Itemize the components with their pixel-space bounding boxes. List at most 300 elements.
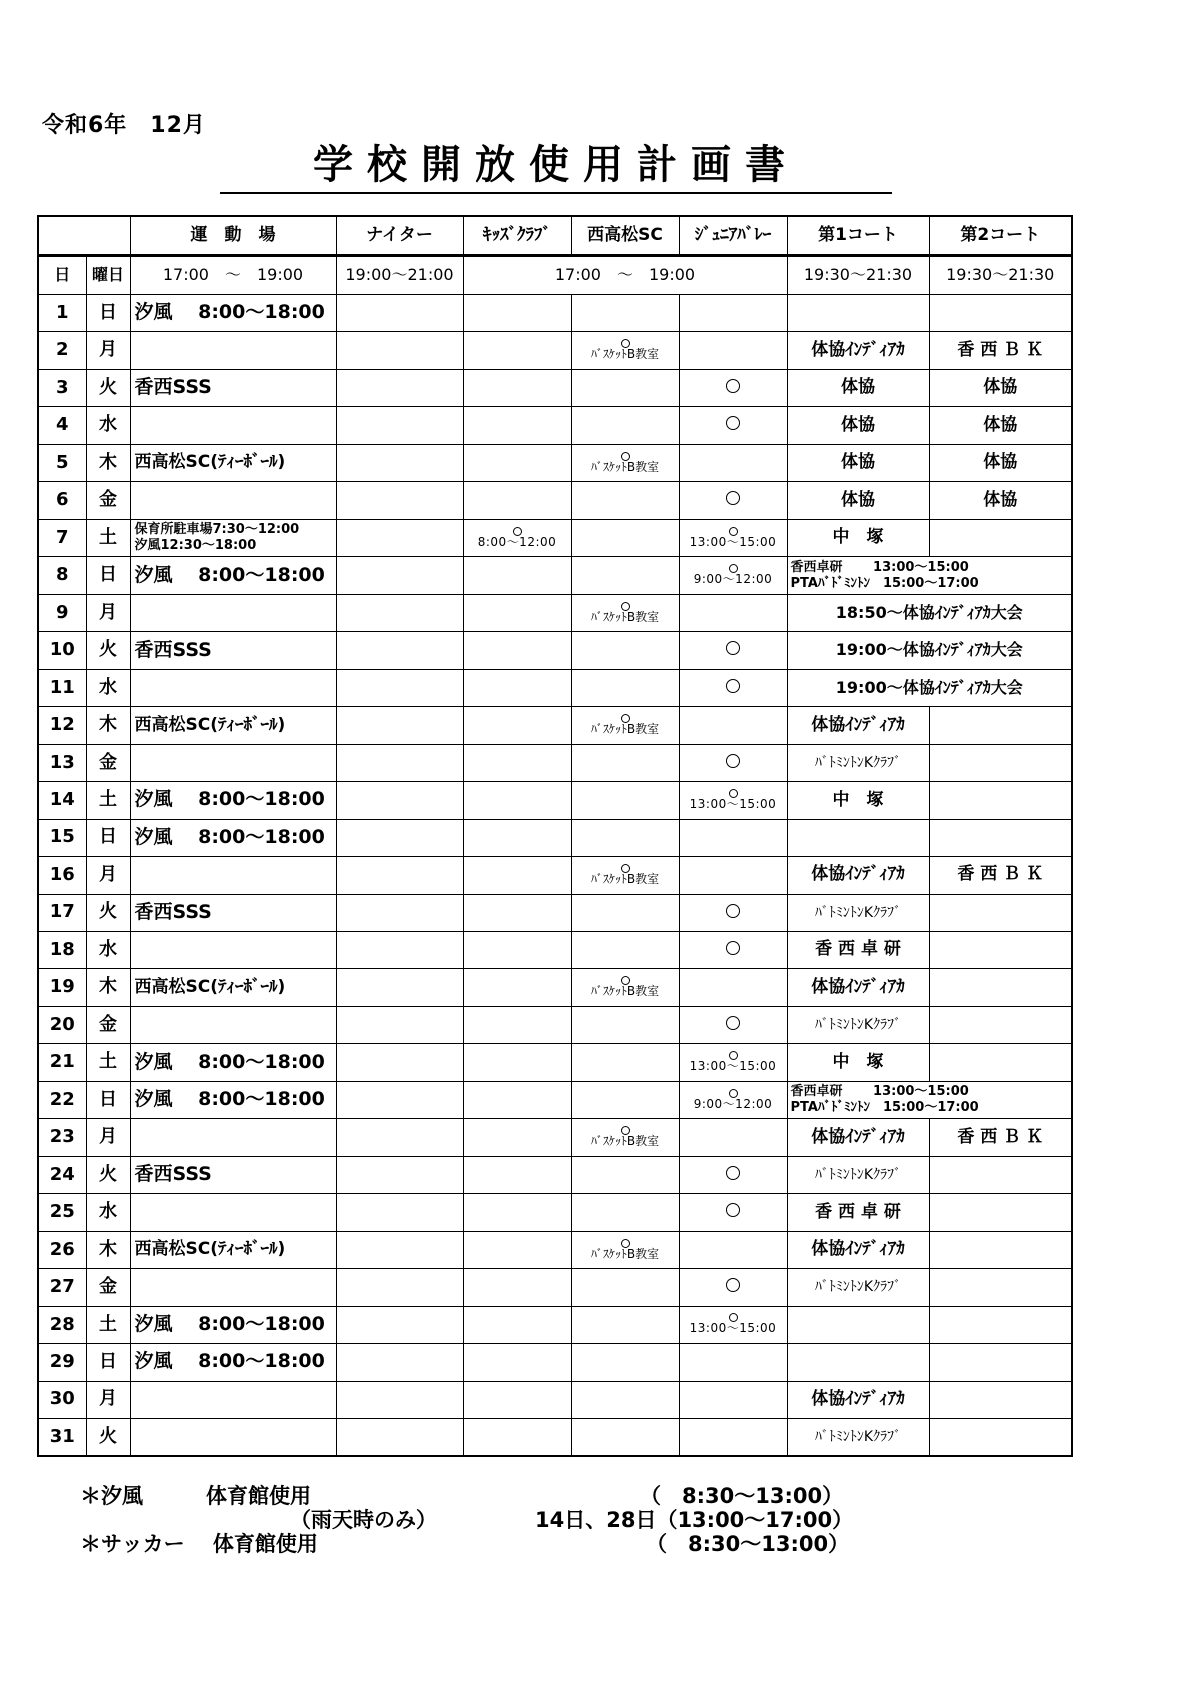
field-cell: [130, 632, 336, 669]
court1-entry: ﾊﾞﾄﾐﾝﾄﾝKｸﾗﾌﾞ: [814, 1017, 902, 1034]
day-cell: [38, 1156, 86, 1193]
sc-cell: [571, 894, 679, 931]
table-row: [38, 1419, 1072, 1456]
field-cell: [130, 1419, 336, 1456]
day-number: 22: [49, 1088, 75, 1110]
court1-cell: [787, 1194, 929, 1231]
night-cell: [336, 1156, 463, 1193]
weekday-cell: [86, 707, 130, 744]
night-cell: [336, 894, 463, 931]
weekday: 土: [99, 526, 117, 548]
sc-cell: [571, 369, 679, 406]
field-cell: [130, 669, 336, 706]
day-cell: [38, 332, 86, 369]
time-night: 19:00～21:00: [336, 256, 463, 295]
sc-cell: [571, 444, 679, 481]
weekday: 月: [99, 339, 117, 361]
day-number: 21: [49, 1051, 75, 1073]
field-cell: [130, 444, 336, 481]
field-cell: [130, 332, 336, 369]
kids-cell: [463, 1381, 571, 1418]
day-cell: [38, 1044, 86, 1081]
court2-cell: [929, 931, 1072, 968]
court2-cell: [929, 1044, 1072, 1081]
court1-cell: [787, 407, 929, 444]
weekday: 木: [99, 976, 117, 998]
night-cell: [336, 1419, 463, 1456]
sc-cell: [571, 407, 679, 444]
sc-cell: [571, 557, 679, 594]
night-cell: [336, 1381, 463, 1418]
junior-time: 9:00～12:00: [693, 1096, 773, 1111]
col-header-field: 運 動 場: [130, 216, 336, 256]
field-cell: [130, 557, 336, 594]
weekday: 金: [99, 489, 117, 511]
weekday: 月: [99, 863, 117, 885]
day-number: 20: [49, 1013, 75, 1035]
night-cell: [336, 707, 463, 744]
court-span-cell: [787, 669, 1072, 706]
field-cell: [130, 894, 336, 931]
circle-mark: [726, 641, 740, 655]
day-number: 6: [55, 489, 69, 511]
sc-cell: [571, 295, 679, 332]
court1-entry: 体協: [841, 452, 875, 473]
court2-cell: [929, 1344, 1072, 1381]
junior-cell: [679, 1344, 787, 1381]
day-number: 7: [55, 526, 69, 548]
court1-cell: [787, 1344, 929, 1381]
court2-cell: [929, 519, 1072, 556]
day-cell: [38, 1231, 86, 1268]
night-cell: [336, 1081, 463, 1118]
court1-entry: 中 塚: [832, 1051, 884, 1072]
basket-entry: [572, 602, 679, 625]
junior-cell: [679, 1231, 787, 1268]
period-label: 令和6年 12月: [42, 113, 206, 138]
junior-cell: [679, 782, 787, 819]
time-court2: 19:30～21:30: [929, 256, 1072, 295]
note-rain-time: 14日、28日（13:00～17:00）: [535, 1508, 854, 1532]
field-entry: 西高松SC(ﾃｨｰﾎﾞｰﾙ): [134, 976, 286, 997]
day-cell: [38, 1194, 86, 1231]
kids-cell: [463, 1231, 571, 1268]
day-number: 12: [49, 714, 75, 736]
table-row: [38, 557, 1072, 594]
court1-cell: [787, 1306, 929, 1343]
table-row: [38, 1156, 1072, 1193]
day-cell: [38, 444, 86, 481]
kids-time: 8:00～12:00: [477, 534, 557, 549]
field-entry: 汐風 8:00～18:00: [134, 788, 325, 811]
field-cell: [130, 1194, 336, 1231]
sc-cell: [571, 332, 679, 369]
day-cell: [38, 931, 86, 968]
night-cell: [336, 744, 463, 781]
weekday: 火: [99, 1425, 117, 1447]
field-entry: 香西SSS: [134, 638, 212, 661]
circle-mark: [726, 1203, 740, 1217]
field-cell: [130, 819, 336, 856]
day-label: 日: [38, 256, 86, 295]
kids-cell: [463, 1306, 571, 1343]
kids-cell: [463, 819, 571, 856]
weekday-cell: [86, 931, 130, 968]
day-number: 24: [49, 1163, 75, 1185]
sc-cell: [571, 1156, 679, 1193]
basket-entry: [572, 714, 679, 737]
junior-entry: [680, 527, 787, 550]
night-cell: [336, 819, 463, 856]
court1-cell: [787, 332, 929, 369]
field-cell: [130, 1119, 336, 1156]
circle-mark: [726, 904, 740, 918]
day-number: 2: [55, 339, 69, 361]
day-cell: [38, 894, 86, 931]
table-row: [38, 931, 1072, 968]
day-number: 13: [49, 751, 75, 773]
junior-cell: [679, 1044, 787, 1081]
day-cell: [38, 857, 86, 894]
kids-cell: [463, 931, 571, 968]
table-row: [38, 894, 1072, 931]
basket-entry: [572, 1126, 679, 1149]
schedule-rows: [38, 295, 1072, 1457]
court2-cell: [929, 1006, 1072, 1043]
basket-label: ﾊﾞｽｹｯﾄB教室: [590, 347, 660, 362]
note-soccer-time: （ 8:30～13:00）: [646, 1532, 850, 1556]
day-cell: [38, 669, 86, 706]
weekday: 日: [99, 564, 117, 586]
day-number: 26: [49, 1238, 75, 1260]
junior-time: 13:00～15:00: [689, 534, 777, 549]
table-row: [38, 1306, 1072, 1343]
court1-cell: [787, 707, 929, 744]
night-cell: [336, 632, 463, 669]
day-number: 25: [49, 1201, 75, 1223]
court1-entry: ﾊﾞﾄﾐﾝﾄﾝKｸﾗﾌﾞ: [814, 1166, 902, 1183]
sc-cell: [571, 632, 679, 669]
table-row: [38, 707, 1072, 744]
field-entry: 汐風 8:00～18:00: [134, 1312, 325, 1335]
junior-time: 13:00～15:00: [689, 1321, 777, 1336]
day-number: 29: [49, 1351, 75, 1373]
court2-cell: [929, 332, 1072, 369]
field-cell: [130, 482, 336, 519]
court1-cell: [787, 1419, 929, 1456]
sc-cell: [571, 519, 679, 556]
junior-cell: [679, 931, 787, 968]
court2-cell: [929, 857, 1072, 894]
court1-entry: 体協: [841, 489, 875, 510]
weekday-cell: [86, 1044, 130, 1081]
junior-cell: [679, 407, 787, 444]
table-row: [38, 669, 1072, 706]
junior-cell: [679, 1119, 787, 1156]
court1-cell: [787, 744, 929, 781]
sc-cell: [571, 669, 679, 706]
field-entry: 汐風 8:00～18:00: [134, 1088, 325, 1111]
court2-cell: [929, 1306, 1072, 1343]
day-cell: [38, 707, 86, 744]
sc-cell: [571, 857, 679, 894]
table-row: [38, 632, 1072, 669]
court1-entry: 体協: [841, 414, 875, 435]
kids-cell: [463, 1269, 571, 1306]
note-shiokaze: ＊汐風 体育館使用: [80, 1484, 311, 1508]
field-entry: 汐風12:30～18:00: [134, 538, 257, 554]
junior-cell: [679, 707, 787, 744]
court-span-cell: [787, 557, 1072, 594]
weekday: 金: [99, 1276, 117, 1298]
sc-cell: [571, 1119, 679, 1156]
sc-cell: [571, 969, 679, 1006]
sc-cell: [571, 744, 679, 781]
corner-header: [38, 216, 130, 256]
court-entry: PTAﾊﾞﾄﾞﾐﾝﾄﾝ 15:00～17:00: [790, 575, 979, 591]
court1-cell: [787, 894, 929, 931]
junior-cell: [679, 519, 787, 556]
table-row: [38, 857, 1072, 894]
col-header-junior: ｼﾞｭﾆｱﾊﾞﾚｰ: [679, 216, 787, 256]
schedule-table: [37, 215, 1073, 1457]
weekday: 木: [99, 1238, 117, 1260]
sc-cell: [571, 1306, 679, 1343]
kids-cell: [463, 332, 571, 369]
circle-mark: [726, 491, 740, 505]
field-entry: 西高松SC(ﾃｨｰﾎﾞｰﾙ): [134, 452, 286, 473]
court2-cell: [929, 744, 1072, 781]
field-entry: 汐風 8:00～18:00: [134, 1050, 325, 1073]
basket-label: ﾊﾞｽｹｯﾄB教室: [590, 721, 660, 736]
note-soccer: ＊サッカー 体育館使用: [80, 1532, 318, 1556]
weekday: 月: [99, 601, 117, 623]
table-row: [38, 1119, 1072, 1156]
kids-cell: [463, 482, 571, 519]
court1-cell: [787, 369, 929, 406]
day-cell: [38, 295, 86, 332]
court2-entry: 体協: [983, 489, 1018, 510]
field-cell: [130, 857, 336, 894]
weekday: 火: [99, 1163, 117, 1185]
field-entry: 汐風 8:00～18:00: [134, 563, 325, 586]
junior-cell: [679, 295, 787, 332]
weekday-cell: [86, 744, 130, 781]
night-cell: [336, 1344, 463, 1381]
junior-entry: [680, 1051, 787, 1074]
kids-cell: [463, 407, 571, 444]
day-number: 3: [55, 376, 69, 398]
night-cell: [336, 1194, 463, 1231]
table-row: [38, 369, 1072, 406]
court-entry: 香西卓研 13:00～15:00: [790, 559, 969, 575]
day-number: 27: [49, 1276, 75, 1298]
junior-cell: [679, 1306, 787, 1343]
circle-mark: [726, 416, 740, 430]
day-number: 9: [55, 601, 69, 623]
day-cell: [38, 407, 86, 444]
sc-cell: [571, 1419, 679, 1456]
court1-entry: 香 西 卓 研: [815, 939, 901, 960]
kids-entry: [464, 527, 571, 550]
day-cell: [38, 1006, 86, 1043]
circle-mark: [726, 754, 740, 768]
table-row: [38, 1006, 1072, 1043]
weekday-cell: [86, 632, 130, 669]
court-span-cell: [787, 632, 1072, 669]
court2-entry: 体協: [983, 414, 1018, 435]
kids-cell: [463, 744, 571, 781]
junior-time: 9:00～12:00: [693, 572, 773, 587]
night-cell: [336, 857, 463, 894]
day-cell: [38, 782, 86, 819]
junior-cell: [679, 1156, 787, 1193]
court2-entry: 香 西 Ｂ Ｋ: [957, 339, 1044, 360]
court1-entry: ﾊﾞﾄﾐﾝﾄﾝKｸﾗﾌﾞ: [814, 1279, 902, 1296]
junior-cell: [679, 594, 787, 631]
kids-cell: [463, 557, 571, 594]
time-court1: 19:30～21:30: [787, 256, 929, 295]
basket-entry: [572, 339, 679, 362]
kids-cell: [463, 1344, 571, 1381]
court1-entry: 体協ｲﾝﾃﾞｨｱｶ: [811, 1389, 905, 1410]
weekday: 火: [99, 376, 117, 398]
weekday: 土: [99, 788, 117, 810]
sc-cell: [571, 1231, 679, 1268]
field-cell: [130, 707, 336, 744]
court2-cell: [929, 369, 1072, 406]
night-cell: [336, 669, 463, 706]
day-number: 23: [49, 1126, 75, 1148]
night-cell: [336, 369, 463, 406]
court1-entry: 体協ｲﾝﾃﾞｨｱｶ: [811, 1239, 905, 1260]
col-header-night: ナイター: [336, 216, 463, 256]
night-cell: [336, 444, 463, 481]
weekday-cell: [86, 482, 130, 519]
field-cell: [130, 1081, 336, 1118]
weekday: 水: [99, 938, 117, 960]
kids-cell: [463, 295, 571, 332]
junior-cell: [679, 632, 787, 669]
field-cell: [130, 369, 336, 406]
basket-label: ﾊﾞｽｹｯﾄB教室: [590, 459, 660, 474]
day-cell: [38, 1344, 86, 1381]
junior-cell: [679, 969, 787, 1006]
junior-cell: [679, 1419, 787, 1456]
circle-mark: [726, 1278, 740, 1292]
weekday-cell: [86, 857, 130, 894]
table-row: [38, 594, 1072, 631]
field-cell: [130, 1231, 336, 1268]
weekday: 土: [99, 1051, 117, 1073]
kids-cell: [463, 1044, 571, 1081]
field-cell: [130, 1044, 336, 1081]
weekday-cell: [86, 594, 130, 631]
table-row: [38, 407, 1072, 444]
kids-cell: [463, 632, 571, 669]
weekday-label: 曜日: [86, 256, 130, 295]
junior-cell: [679, 894, 787, 931]
field-cell: [130, 295, 336, 332]
weekday: 水: [99, 414, 117, 436]
table-row: [38, 1231, 1072, 1268]
basket-entry: [572, 864, 679, 887]
night-cell: [336, 332, 463, 369]
court2-cell: [929, 1381, 1072, 1418]
kids-cell: [463, 1081, 571, 1118]
day-cell: [38, 1306, 86, 1343]
weekday: 日: [99, 826, 117, 848]
field-entry: 汐風 8:00～18:00: [134, 1350, 325, 1373]
weekday: 木: [99, 714, 117, 736]
weekday-cell: [86, 894, 130, 931]
night-cell: [336, 1269, 463, 1306]
court1-entry: 中 塚: [832, 527, 884, 548]
junior-cell: [679, 1194, 787, 1231]
night-cell: [336, 1044, 463, 1081]
field-cell: [130, 1344, 336, 1381]
court1-cell: [787, 1044, 929, 1081]
weekday-cell: [86, 1156, 130, 1193]
field-cell: [130, 1156, 336, 1193]
court-event: 19:00～体協ｲﾝﾃﾞｨｱｶ大会: [835, 640, 1023, 660]
field-entry: 汐風 8:00～18:00: [134, 825, 325, 848]
time-mid: 17:00 ～ 19:00: [463, 256, 787, 295]
junior-entry: [680, 789, 787, 812]
day-cell: [38, 1419, 86, 1456]
table-row: [38, 482, 1072, 519]
basket-label: ﾊﾞｽｹｯﾄB教室: [590, 1134, 660, 1149]
day-cell: [38, 1119, 86, 1156]
night-cell: [336, 482, 463, 519]
table-row: [38, 1269, 1072, 1306]
court2-cell: [929, 295, 1072, 332]
day-number: 17: [49, 901, 75, 923]
field-cell: [130, 782, 336, 819]
court1-cell: [787, 1231, 929, 1268]
weekday-cell: [86, 969, 130, 1006]
day-cell: [38, 369, 86, 406]
junior-cell: [679, 669, 787, 706]
day-number: 18: [49, 938, 75, 960]
day-number: 14: [49, 788, 75, 810]
field-entry: 香西SSS: [134, 1163, 212, 1186]
junior-cell: [679, 819, 787, 856]
kids-cell: [463, 669, 571, 706]
field-cell: [130, 1006, 336, 1043]
circle-mark: [726, 1016, 740, 1030]
kids-cell: [463, 594, 571, 631]
night-cell: [336, 1006, 463, 1043]
court2-cell: [929, 782, 1072, 819]
court2-cell: [929, 444, 1072, 481]
weekday: 金: [99, 1013, 117, 1035]
note-rain: （雨天時のみ）: [290, 1508, 437, 1532]
day-number: 19: [49, 976, 75, 998]
court2-cell: [929, 1119, 1072, 1156]
weekday-cell: [86, 1194, 130, 1231]
night-cell: [336, 1306, 463, 1343]
weekday-cell: [86, 782, 130, 819]
weekday-cell: [86, 519, 130, 556]
basket-entry: [572, 452, 679, 475]
court1-cell: [787, 519, 929, 556]
kids-cell: [463, 1156, 571, 1193]
junior-entry: [680, 1313, 787, 1336]
night-cell: [336, 782, 463, 819]
junior-cell: [679, 1081, 787, 1118]
basket-label: ﾊﾞｽｹｯﾄB教室: [590, 609, 660, 624]
